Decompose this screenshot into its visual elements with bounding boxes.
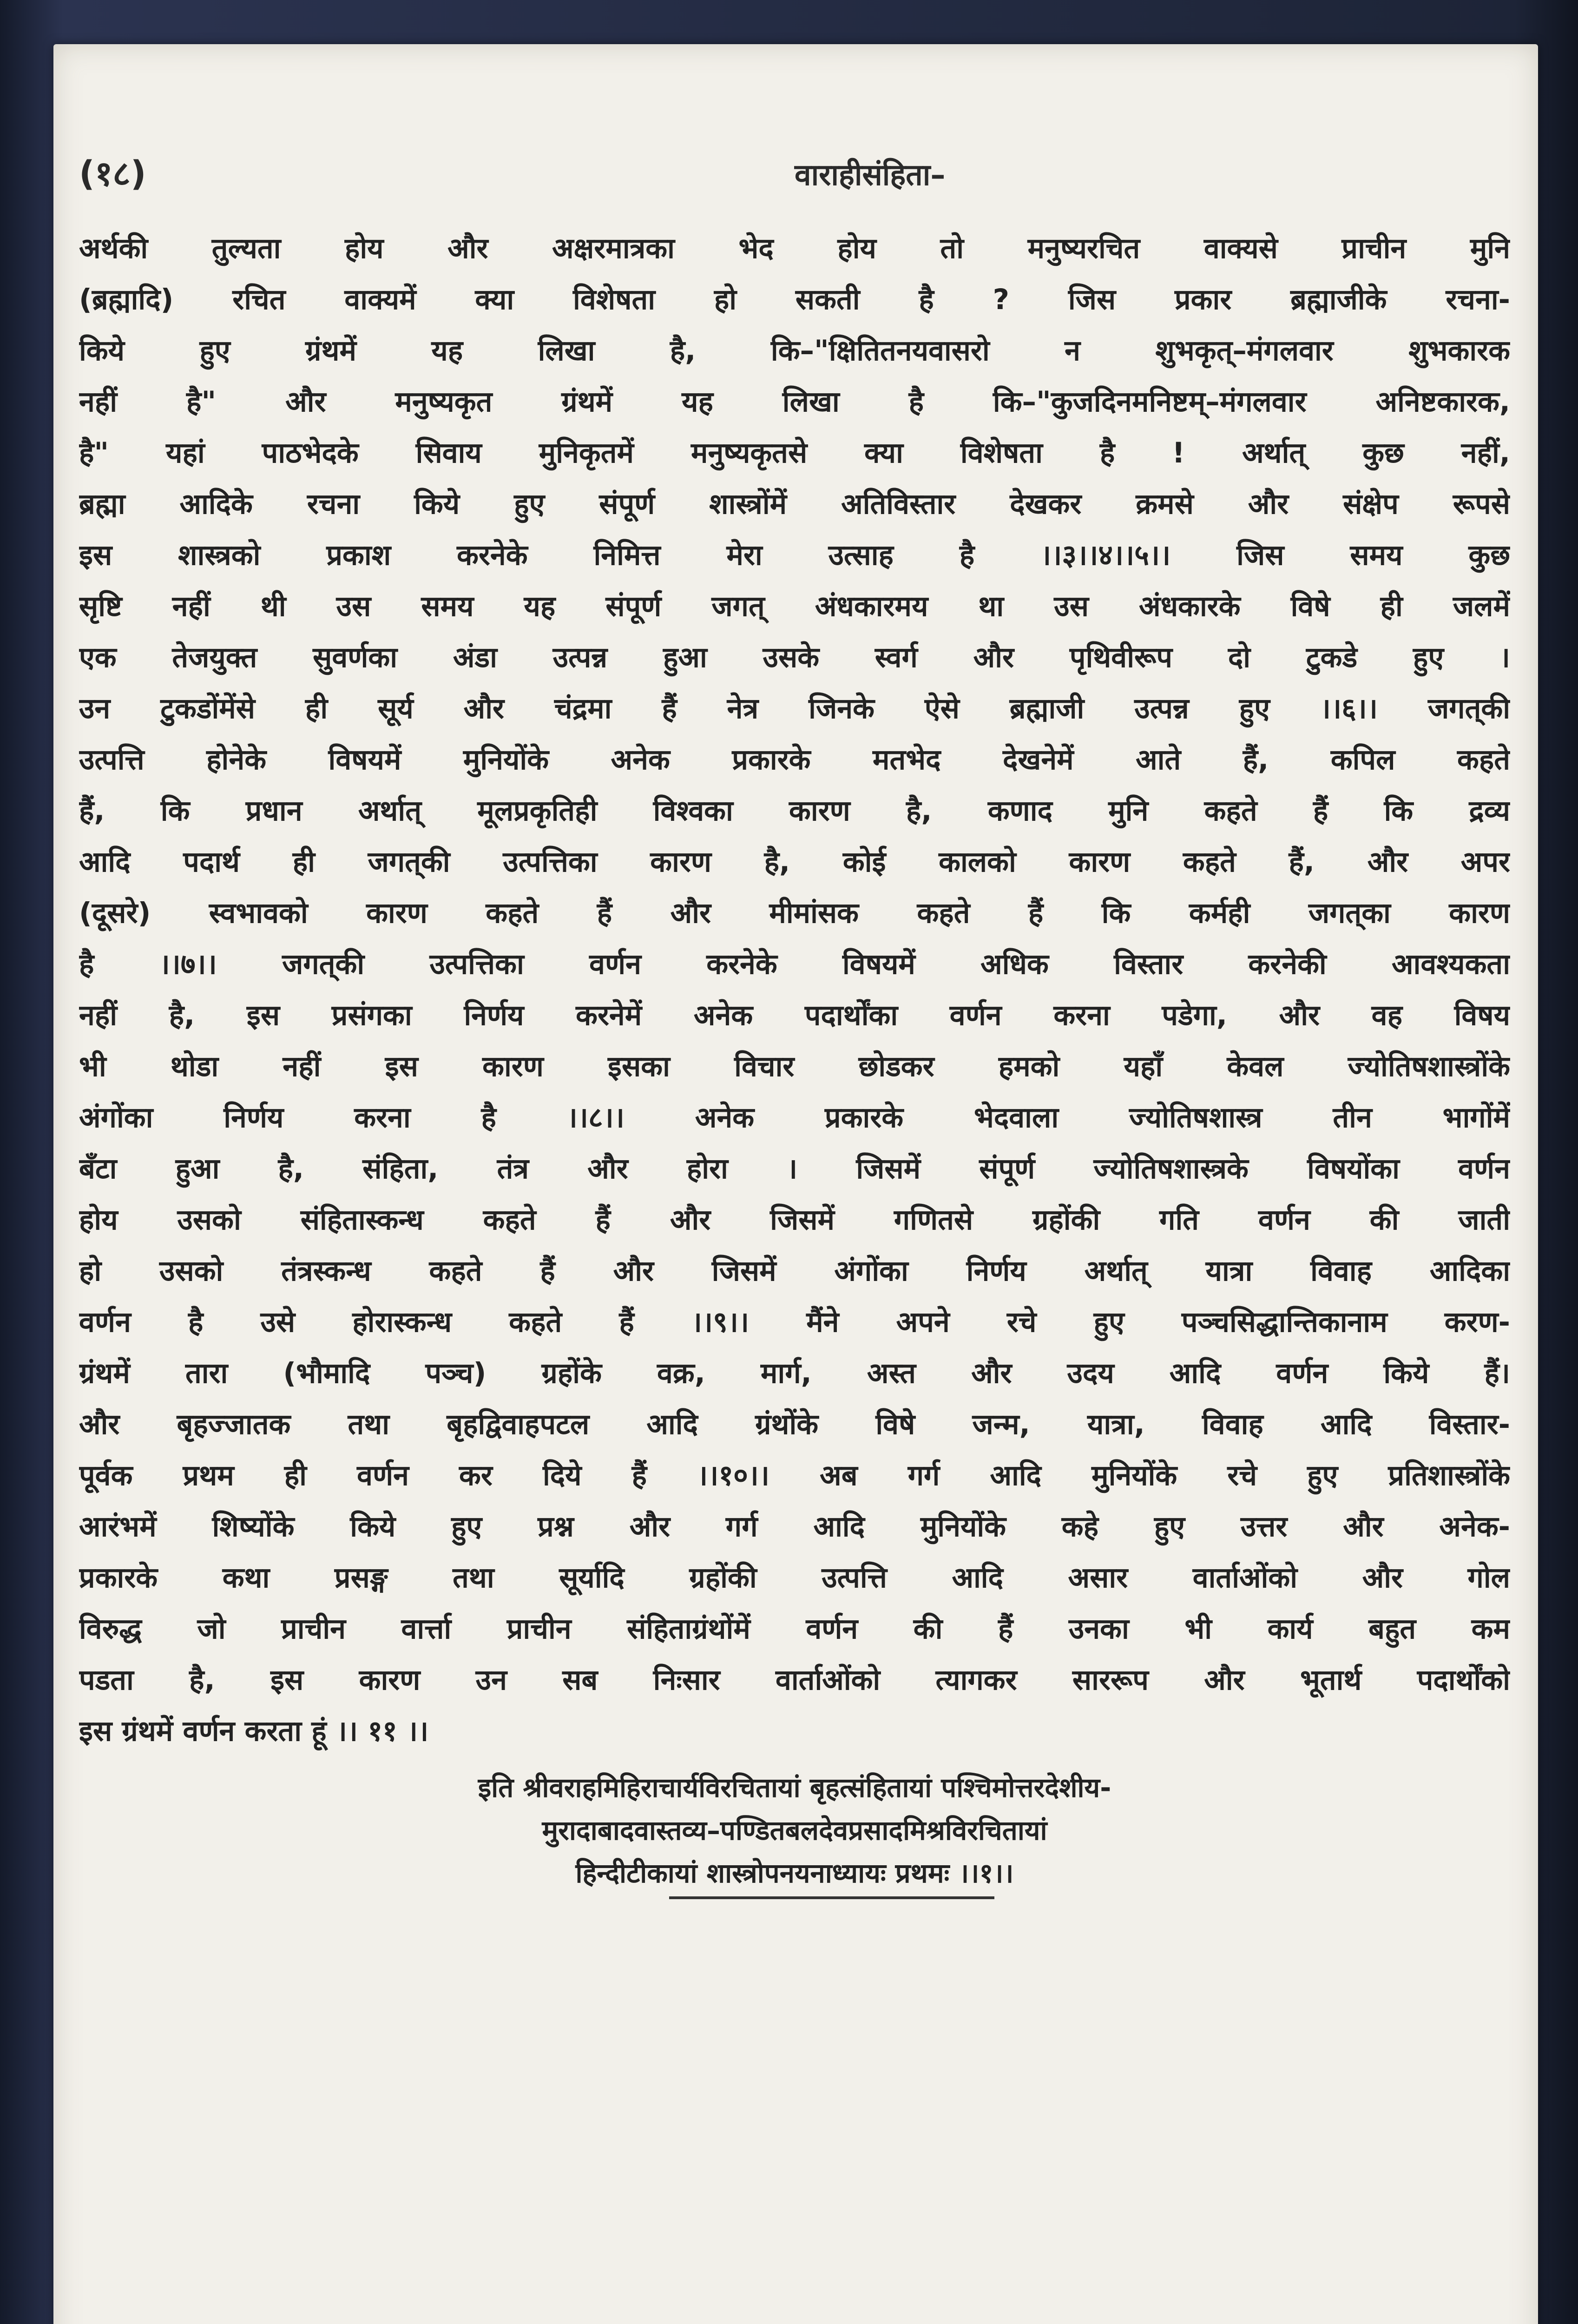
text-line: होय उसको संहितास्कन्ध कहते हैं और जिसमें गणितसे ग्रहोंकी गति वर्णन की जाती xyxy=(79,1203,1510,1236)
text-line: आरंभमें शिष्योंके किये हुए प्रश्न और गर्ग आदि मुनियोंके कहे हुए उत्तर और अनेक- xyxy=(79,1510,1510,1543)
chapter-colophon xyxy=(79,1766,1510,1895)
colophon-line: हिन्दीटीकायां शास्त्रोपनयनाध्यायः प्रथमः ।।१।। xyxy=(575,1857,1014,1889)
text-line: प्रकारके कथा प्रसङ्ग तथा सूर्यादि ग्रहोंकी उत्पत्ति आदि असार वार्ताओंको और गोल xyxy=(79,1561,1510,1594)
text-line: (दूसरे) स्वभावको कारण कहते हैं और मीमांसक कहते हैं कि कर्मही जगत्‌का कारण xyxy=(79,897,1510,930)
text-line: नहीं है" और मनुष्यकृत ग्रंथमें यह लिखा है कि–"कुजदिनमनिष्टम्–मंगलवार अनिष्टकारक, xyxy=(79,385,1510,418)
text-line: नहीं है, इस प्रसंगका निर्णय करनेमें अनेक पदार्थोंका वर्णन करना पडेगा, और वह विषय xyxy=(79,999,1510,1032)
text-line: है" यहां पाठभेदके सिवाय मुनिकृतमें मनुष्यकृतसे क्या विशेषता है ! अर्थात् कुछ नहीं, xyxy=(79,436,1510,469)
text-line: सृष्टि नहीं थी उस समय यह संपूर्ण जगत् अंधकारमय था उस अंधकारके विषे ही जलमें xyxy=(79,590,1510,623)
text-line: हैं, कि प्रधान अर्थात् मूलप्रकृतिही विश्वका कारण है, कणाद मुनि कहते हैं कि द्रव्य xyxy=(79,794,1510,827)
body-text xyxy=(79,223,1510,1757)
text-line: इस शास्त्रको प्रकाश करनेके निमित्त मेरा उत्साह है ।।३।।४।।५।। जिस समय कुछ xyxy=(79,539,1510,572)
text-line: उत्पत्ति होनेके विषयमें मुनियोंके अनेक प्रकारके मतभेद देखनेमें आते हैं, कपिल कहते xyxy=(79,743,1510,776)
text-line: उन टुकडोंमेंसे ही सूर्य और चंद्रमा हैं नेत्र जिनके ऐसे ब्रह्माजी उत्पन्न हुए ।।६।। जगत्‌की xyxy=(79,692,1510,725)
text-line: आदि पदार्थ ही जगत्‌की उत्पत्तिका कारण है, कोई कालको कारण कहते हैं, और अपर xyxy=(79,845,1510,878)
text-line: (ब्रह्मादि) रचित वाक्यमें क्या विशेषता हो सकती है ? जिस प्रकार ब्रह्माजीके रचना- xyxy=(79,283,1510,316)
text-line: पूर्वक प्रथम ही वर्णन कर दिये हैं ।।१०।। अब गर्ग आदि मुनियोंके रचे हुए प्रतिशास्त्रोंके xyxy=(79,1459,1510,1492)
running-header: वाराहीसंहिता– xyxy=(795,158,946,192)
page-number: (१८) xyxy=(79,154,146,194)
text-line: है ।।७।। जगत्‌की उत्पत्तिका वर्णन करनेके विषयमें अधिक विस्तार करनेकी आवश्यकता xyxy=(79,948,1510,981)
text-line: विरुद्ध जो प्राचीन वार्त्ता प्राचीन संहिताग्रंथोंमें वर्णन की हैं उनका भी कार्य बहुत कम xyxy=(79,1612,1510,1645)
text-line: हो उसको तंत्रस्कन्ध कहते हैं और जिसमें अंगोंका निर्णय अर्थात् यात्रा विवाह आदिका xyxy=(79,1254,1510,1287)
text-line: भी थोडा नहीं इस कारण इसका विचार छोडकर हमको यहाँ केवल ज्योतिषशास्त्रोंके xyxy=(79,1050,1510,1083)
text-line: अर्थकी तुल्यता होय और अक्षरमात्रका भेद होय तो मनुष्यरचित वाक्यसे प्राचीन मुनि xyxy=(79,232,1510,265)
colophon-line: मुरादाबादवास्तव्य–पण्डितबलदेवप्रसादमिश्रविरचितायां xyxy=(542,1815,1047,1846)
text-line: और बृहज्जातक तथा बृहद्विवाहपटल आदि ग्रंथोंके विषे जन्म, यात्रा, विवाह आदि विस्तार- xyxy=(79,1408,1510,1441)
text-line: एक तेजयुक्त सुवर्णका अंडा उत्पन्न हुआ उसके स्वर्ग और पृथिवीरूप दो टुकडे हुए । xyxy=(79,641,1510,674)
text-line: बँटा हुआ है, संहिता, तंत्र और होरा । जिसमें संपूर्ण ज्योतिषशास्त्रके विषयोंका वर्णन xyxy=(79,1152,1510,1185)
text-line: किये हुए ग्रंथमें यह लिखा है, कि–"क्षितितनयवासरो न शुभकृत्–मंगलवार शुभकारक xyxy=(79,334,1510,367)
text-line: इस ग्रंथमें वर्णन करता हूं ।। ११ ।। xyxy=(79,1715,429,1748)
closing-rule xyxy=(669,1896,994,1899)
text-line: ब्रह्मा आदिके रचना किये हुए संपूर्ण शास्त्रोंमें अतिविस्तार देखकर क्रमसे और संक्षेप रूपसे xyxy=(79,488,1510,521)
text-line: ग्रंथमें तारा (भौमादि पञ्च) ग्रहोंके वक्र, मार्ग, अस्त और उदय आदि वर्णन किये हैं। xyxy=(79,1357,1510,1390)
colophon-line: इति श्रीवराहमिहिराचार्यविरचितायां बृहत्संहितायां पश्चिमोत्तरदेशीय- xyxy=(478,1772,1111,1803)
text-line: अंगोंका निर्णय करना है ।।८।। अनेक प्रकारके भेदवाला ज्योतिषशास्त्र तीन भागोंमें xyxy=(79,1101,1510,1134)
text-line: वर्णन है उसे होरास्कन्ध कहते हैं ।।९।। मैंने अपने रचे हुए पञ्चसिद्धान्तिकानाम करण- xyxy=(79,1306,1510,1339)
text-line: पडता है, इस कारण उन सब निःसार वार्ताओंको त्यागकर साररूप और भूतार्थ पदार्थोंको xyxy=(79,1664,1510,1697)
